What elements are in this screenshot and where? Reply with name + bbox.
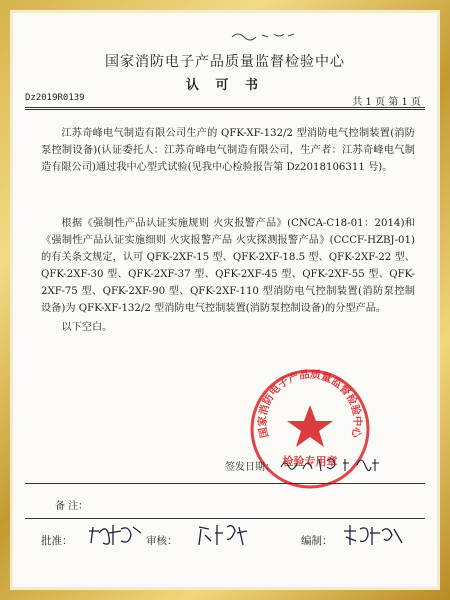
compiler-signature (338, 521, 406, 549)
document-title: 认 可 书 (185, 78, 265, 93)
header-divider-bottom (25, 109, 425, 110)
frame-mat (10, 10, 440, 590)
document-header (13, 51, 437, 93)
remarks-label: 备 注： (55, 501, 89, 512)
compile-label: 编制： (301, 535, 333, 547)
certificate-paper (13, 13, 437, 587)
header-divider-top (25, 107, 425, 108)
handwritten-sign-date (275, 451, 395, 475)
agency-name: 国家消防电子产品质量监督检验中心 (105, 54, 345, 70)
seal-ring-text: 国家消防电子产品质量监督检验中心 (256, 368, 364, 439)
paragraph-blank-below: 以下空白。 (61, 322, 113, 333)
seal-center-text: 检验专用章 (282, 455, 338, 468)
paragraph-basis: 根据《强制性产品认证实施规则 火灾报警产品》(CNCA-C18-01：2014)和《强制性产品认证实施细则 火灾报警产品 火灾探测报警产品》(CCCF-HZBJ-01)的有关条文规定，认可 QFK-2XF-15 型、QFK-2XF-18.5 型、QFK-2XF-22 型、QFK-2XF-30 型、QFK-2XF-37 型、QFK-2XF-45 型、QFK-2XF-55 型、QFK-2XF-75 型、QFK-2XF-90 型、QFK-2XF-110 型消防电气控制装置(消防泵控制设备)为 QFK-XF-132/2 型消防电气控制装置(消防泵控制设备)的分型产品。 (41, 218, 415, 314)
top-handwritten-mark (228, 28, 298, 42)
paragraph-approval: 江苏奇峰电气制造有限公司生产的 QFK-XF-132/2 型消防电气控制装置(消防泵控制设备)(认证委托人：江苏奇峰电气制造有限公司，生产者：江苏奇峰电气制造有限公司)通过我中心型式试验(见我中心检验报告第 Dz2018106311 号)。 (41, 128, 415, 173)
page-indicator: 共 1 页 第 1 页 (352, 97, 421, 108)
seal-star-icon (287, 405, 333, 447)
approve-label: 批准： (41, 535, 73, 547)
sign-date-label: 签发日期： (225, 462, 275, 473)
reviewer-signature (193, 519, 253, 549)
review-label: 审核： (146, 535, 178, 547)
signature-divider (25, 483, 425, 484)
document-number: Dz2019R0139 (25, 93, 85, 103)
approver-signature (85, 519, 145, 549)
